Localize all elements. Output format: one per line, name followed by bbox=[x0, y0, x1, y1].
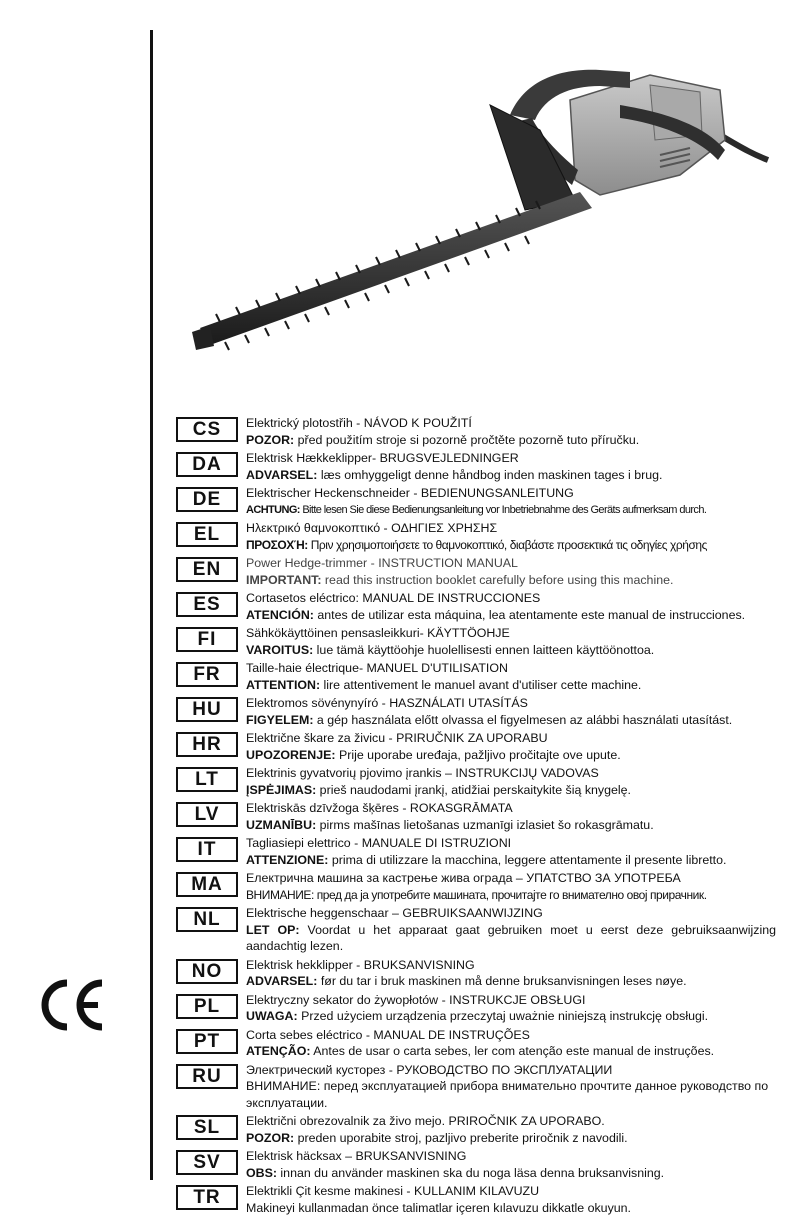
lang-row-nl bbox=[176, 905, 776, 955]
vertical-divider-line bbox=[150, 30, 153, 1180]
warning-text: lue tämä käyttöohje huolellisesti ennen laitteen käyttöönottoa. bbox=[313, 642, 655, 657]
lang-title: Taille-haie électrique- MANUEL D'UTILISATION bbox=[246, 661, 508, 675]
lang-code-badge: HU bbox=[176, 697, 238, 722]
lang-code-badge: LT bbox=[176, 767, 238, 792]
warning-text: lire attentivement le manuel avant d'utiliser cette machine. bbox=[320, 677, 642, 692]
warning-text: før du tar i bruk maskinen må denne bruksanvisningen leses nøye. bbox=[317, 974, 687, 988]
lang-row-ru bbox=[176, 1062, 776, 1112]
lang-code-badge: EN bbox=[176, 557, 238, 582]
lang-title: Elektromos sövénynyíró - HASZNÁLATI UTASÍTÁS bbox=[246, 696, 528, 710]
lang-row-fr bbox=[176, 660, 776, 693]
language-list bbox=[176, 415, 776, 1218]
lang-code-badge: MA bbox=[176, 872, 238, 897]
lang-row-lt bbox=[176, 765, 776, 798]
lang-row-it bbox=[176, 835, 776, 868]
lang-title: Tagliasiepi elettrico - MANUALE DI ISTRUZIONI bbox=[246, 836, 512, 850]
lang-code-badge: CS bbox=[176, 417, 238, 442]
lang-row-sl bbox=[176, 1113, 776, 1146]
lang-row-lv bbox=[176, 800, 776, 833]
lang-row-ma bbox=[176, 870, 776, 903]
lang-code-badge: SL bbox=[176, 1115, 238, 1140]
lang-code-badge: PT bbox=[176, 1029, 238, 1054]
lang-code-badge: PL bbox=[176, 994, 238, 1019]
warning-label: ATENCIÓN: bbox=[246, 607, 314, 622]
lang-title: Elektryczny sekator do żywopłotów - INSTRUKCJE OBSŁUGI bbox=[246, 992, 586, 1007]
lang-row-de bbox=[176, 485, 776, 518]
warning-label: ADVARSEL: bbox=[246, 974, 318, 988]
warning-label: ATTENZIONE: bbox=[246, 852, 329, 867]
warning-text: ВНИМАНИЕ: перед эксплуатацией прибора внимательно прочтите данное руководство по эксплуатации. bbox=[246, 1079, 769, 1110]
lang-code-badge: IT bbox=[176, 837, 238, 862]
warning-label: ĮSPĖJIMAS: bbox=[246, 782, 317, 797]
lang-title: Elektrikli Çit kesme makinesi - KULLANIM KILAVUZU bbox=[246, 1184, 540, 1198]
hedge-trimmer-image bbox=[180, 60, 770, 360]
warning-label: POZOR: bbox=[246, 1130, 295, 1145]
warning-text: Przed użyciem urządzenia przeczytaj uważnie niniejszą instrukcję obsługi. bbox=[297, 1009, 709, 1023]
lang-title: Електрична машина за кастрење жива ограда – УПАТСТВО ЗА УПОТРЕБА bbox=[246, 871, 681, 885]
warning-label: UPOZORENJE: bbox=[246, 747, 336, 762]
lang-title: Elektrisk hekklipper - BRUKSANVISNING bbox=[246, 957, 475, 972]
lang-code-badge: SV bbox=[176, 1150, 238, 1175]
lang-code-badge: TR bbox=[176, 1185, 238, 1210]
lang-title: Elektrinis gyvatvorių pjovimo įrankis – INSTRUKCIJŲ VADOVAS bbox=[246, 766, 599, 780]
warning-text: Πριν χρησιμοποιήσετε το θαμνοκοπτικό, διαβάστε προσεκτικά τις οδηγίες χρήσης bbox=[307, 537, 707, 552]
lang-code-badge: FI bbox=[176, 627, 238, 652]
lang-title: Elektriskās dzīvžoga šķēres - ROKASGRĀMATA bbox=[246, 801, 513, 815]
lang-row-no bbox=[176, 957, 776, 990]
warning-label: UZMANĪBU: bbox=[246, 817, 317, 832]
lang-row-hu bbox=[176, 695, 776, 728]
lang-row-hr bbox=[176, 730, 776, 763]
warning-label: VAROITUS: bbox=[246, 642, 314, 657]
warning-text: prima di utilizzare la macchina, leggere attentamente il presente libretto. bbox=[328, 852, 727, 867]
warning-label: OBS: bbox=[246, 1165, 277, 1180]
lang-row-pl bbox=[176, 992, 776, 1025]
lang-code-badge: RU bbox=[176, 1064, 238, 1089]
warning-label: UWAGA: bbox=[246, 1009, 298, 1023]
lang-row-en bbox=[176, 555, 776, 588]
warning-text: a gép használata előtt olvassa el figyelmesen az alábbi használati utasítást. bbox=[313, 712, 733, 727]
lang-title: Ηλεκτρικό θαμνοκοπτικό - ΟΔΗΓΙΕΣ ΧΡΗΣΗΣ bbox=[246, 521, 498, 535]
warning-label: POZOR: bbox=[246, 432, 295, 447]
lang-title: Elektrický plotostřih - NÁVOD K POUŽITÍ bbox=[246, 416, 472, 430]
lang-title: Električni obrezovalnik za živo mejo. PRIROČNIK ZA UPORABO. bbox=[246, 1114, 605, 1128]
warning-label: LET OP: bbox=[246, 922, 300, 937]
warning-text: Makineyi kullanmadan önce talimatlar içeren kılavuzu dikkatle okuyun. bbox=[246, 1200, 631, 1215]
warning-label: ΠΡΟΣΟΧΉ: bbox=[246, 537, 308, 552]
lang-title: Cortasetos eléctrico: MANUAL DE INSTRUCCIONES bbox=[246, 591, 541, 605]
warning-text: Voordat u het apparaat gaat gebruiken moet u eerst deze gebruiksaanwijzing aandachtig lezen. bbox=[246, 922, 776, 953]
warning-label: FIGYELEM: bbox=[246, 712, 314, 727]
warning-text: prieš naudodami įrankį, atidžiai perskaitykite šią knygelę. bbox=[316, 782, 631, 797]
warning-text: antes de utilizar esta máquina, lea atentamente este manual de instrucciones. bbox=[313, 607, 746, 622]
lang-row-fi bbox=[176, 625, 776, 658]
warning-label: ACHTUNG: bbox=[246, 503, 300, 516]
lang-code-badge: LV bbox=[176, 802, 238, 827]
warning-text: ВНИМАНИЕ: пред да ја употребите машината, прочитајте го внимателно овој прирачник. bbox=[246, 887, 707, 902]
lang-title: Power Hedge-trimmer - INSTRUCTION MANUAL bbox=[246, 556, 518, 570]
lang-title: Elektrisk häcksax – BRUKSANVISNING bbox=[246, 1149, 467, 1163]
warning-label: ADVARSEL: bbox=[246, 467, 318, 482]
lang-code-badge: HR bbox=[176, 732, 238, 757]
lang-code-badge: DE bbox=[176, 487, 238, 512]
lang-code-badge: NL bbox=[176, 907, 238, 932]
lang-title: Электрический кусторез - РУКОВОДСТВО ПО ЭКСПЛУАТАЦИИ bbox=[246, 1062, 613, 1077]
warning-label: IMPORTANT: bbox=[246, 572, 322, 587]
lang-row-el bbox=[176, 520, 776, 553]
lang-code-badge: ES bbox=[176, 592, 238, 617]
warning-text: preden uporabite stroj, pazljivo preberite priročnik z navodili. bbox=[294, 1130, 628, 1145]
warning-text: před použitím stroje si pozorně pročtěte pozorně tuto příručku. bbox=[294, 432, 640, 447]
lang-title: Elektrisk Hækkeklipper- BRUGSVEJLEDNINGER bbox=[246, 451, 519, 465]
lang-row-es bbox=[176, 590, 776, 623]
warning-text: læs omhyggeligt denne håndbog inden maskinen tages i brug. bbox=[317, 467, 663, 482]
lang-title: Električne škare za živicu - PRIRUČNIK ZA UPORABU bbox=[246, 731, 548, 745]
ce-mark bbox=[36, 975, 106, 1035]
lang-title: Corta sebes eléctrico - MANUAL DE INSTRUÇÕES bbox=[246, 1027, 530, 1042]
lang-row-sv bbox=[176, 1148, 776, 1181]
lang-row-tr bbox=[176, 1183, 776, 1216]
warning-text: innan du använder maskinen ska du noga läsa denna bruksanvisning. bbox=[276, 1165, 665, 1180]
lang-code-badge: DA bbox=[176, 452, 238, 477]
lang-row-pt bbox=[176, 1027, 776, 1060]
lang-title: Elektrischer Heckenschneider - BEDIENUNGSANLEITUNG bbox=[246, 486, 574, 500]
warning-text: pirms mašīnas lietošanas uzmanīgi izlasiet šo rokasgrāmatu. bbox=[316, 817, 654, 832]
warning-text: Antes de usar o carta sebes, ler com atenção este manual de instruções. bbox=[310, 1044, 715, 1058]
lang-code-badge: FR bbox=[176, 662, 238, 687]
warning-label: ATENÇÃO: bbox=[246, 1044, 311, 1058]
warning-text: Prije uporabe uređaja, pažljivo pročitajte ove upute. bbox=[335, 747, 621, 762]
warning-text: Bitte lesen Sie diese Bedienungsanleitung vor Inbetriebnahme des Geräts aufmerksam durch. bbox=[299, 503, 707, 516]
lang-code-badge: NO bbox=[176, 959, 238, 984]
lang-title: Elektrische heggenschaar – GEBRUIKSAANWIJZING bbox=[246, 906, 543, 920]
warning-label: ATTENTION: bbox=[246, 677, 321, 692]
lang-row-da bbox=[176, 450, 776, 483]
lang-title: Sähkökäyttöinen pensasleikkuri- KÄYTTÖOHJE bbox=[246, 626, 510, 640]
lang-code-badge: EL bbox=[176, 522, 238, 547]
lang-row-cs bbox=[176, 415, 776, 448]
warning-text: read this instruction booklet carefully before using this machine. bbox=[321, 572, 674, 587]
